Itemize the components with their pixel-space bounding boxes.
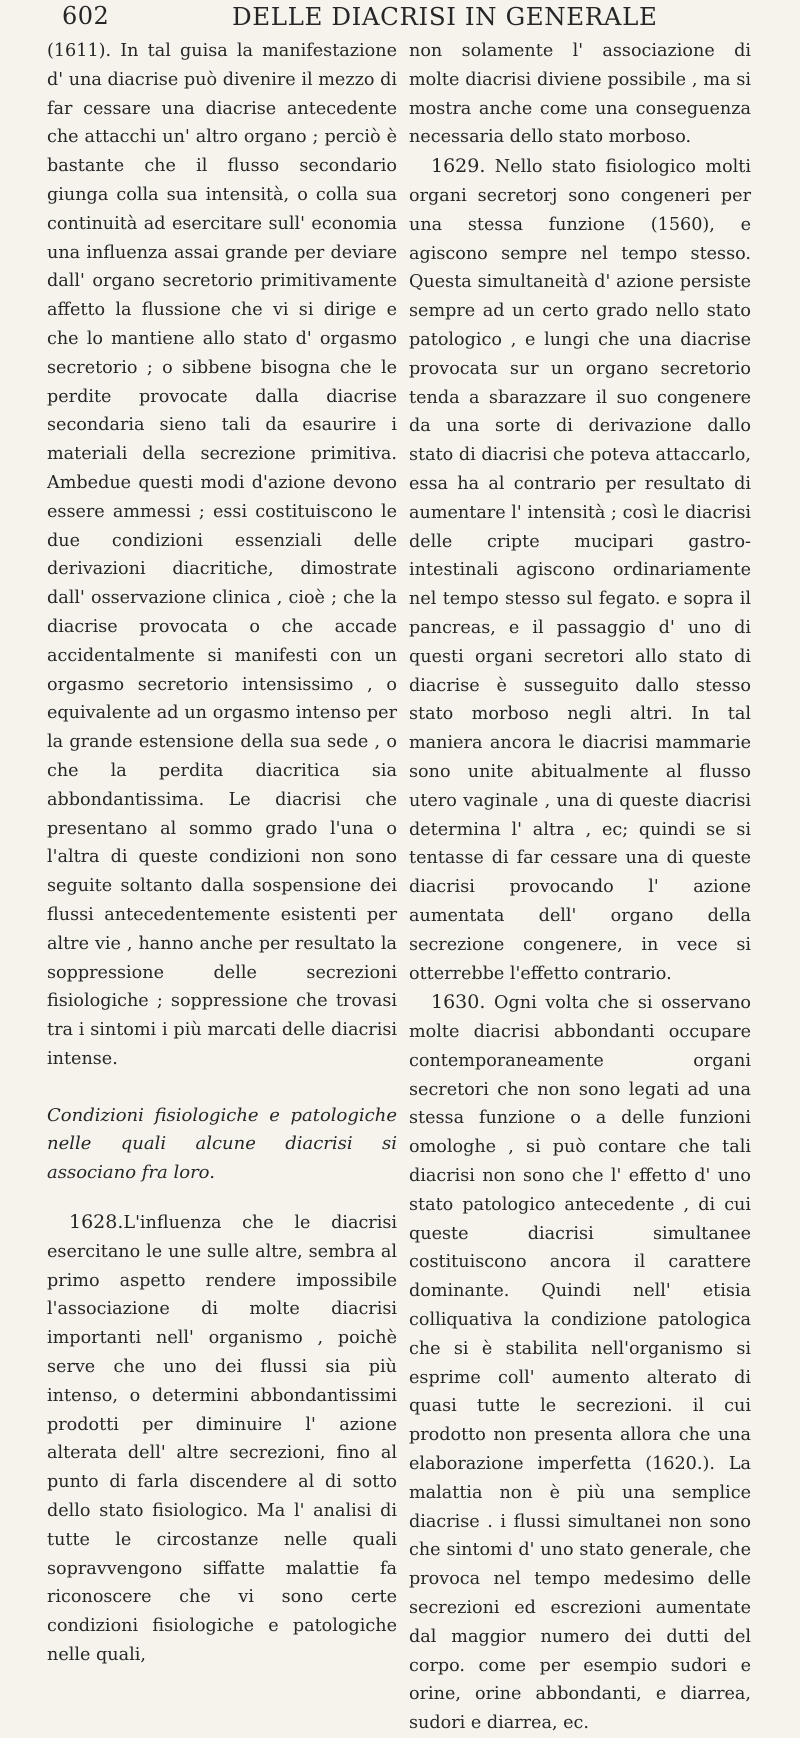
- paragraph-number: 1629.: [431, 155, 486, 178]
- paragraph-1629: [409, 152, 751, 988]
- paragraph-text: Ogni volta che si osservano molte diacrisi abbondanti occupare contemporaneamente organi secretori che non sono legati ad una stessa funzione o a delle funzioni omologhe , si può contare che tali diacrisi non sono che l' effetto d' uno stato patologico antecedente , di cui queste diacrisi simultanee costituiscono ancora il carattere dominante. Quindi nell' etisia colliquativa la condizione patologica che si è stabilita nell'organismo si esprime coll' aumento alterato di quasi tutte le secrezioni. il cui prodotto non presenta allora che una elaborazione imperfetta (1620.). La malattia non è più una semplice diacrise . i flussi simultanei non sono che sintomi d' uno stato generale, che provoca nel tempo medesimo delle secrezioni ed escrezioni aumentate dal maggior numero dei dutti del corpo. come per esempio sudori e orine, orine abbondanti, e diarrea, sudori e diarrea, ec.: [409, 993, 752, 1734]
- paragraph-1630: [409, 988, 751, 1738]
- right-column: [409, 37, 751, 1738]
- paragraph-1628: [47, 1208, 397, 1670]
- running-title: DELLE DIACRISI IN GENERALE: [232, 2, 658, 31]
- paragraph-text: Nello stato fisiologico molti organi secretorj sono congeneri per una stessa funzione (1560), e agiscono sempre nel tempo stesso. Questa simultaneità d' azione persiste sempre ad un certo grado nello stato patologico , e lungi che una diacrise provocata sur un organo secretorio tenda a sbarazzare il suo congenere da una sorte di derivazione dallo stato di diacrisi che poteva attaccarlo, essa ha al contrario per resultato di aumentare l' intensità ; così le diacrisi delle cripte mucipari gastro-intestinali agiscono ordinariamente nel tempo stesso sul fegato. e sopra il pancreas, e il passaggio d' uno di questi organi secretori allo stato di diacrise è susseguito dallo stesso stato morboso negli altri. In tal maniera ancora le diacrisi mammarie sono unite abitualmente al flusso utero vaginale , una di queste diacrisi determina l' altra , ec; quindi se si tentasse di far cessare una di queste diacrisi provocando l' azione aumentata dell' organo della secrezione congenere, in vece si otterrebbe l'effetto contrario.: [409, 157, 751, 984]
- paragraph-number: 1628.: [69, 1211, 124, 1234]
- section-heading: Condizioni fisiologiche e patologiche nelle quali alcune diacrisi si associano fra loro.: [47, 1104, 397, 1184]
- page-number: 602: [62, 2, 110, 30]
- paragraph-continuation: (1611). In tal guisa la manifestazione d' una diacrise può divenire il mezzo di far cessare una diacrise antecedente che attacchi un' altro organo ; perciò è bastante che il flusso secondario giunga colla sua intensità, o colla sua continuità ad esercitare sull' economia una influenza assai grande per deviare dall' organo secretorio primitivamente affetto la flussione che vi si dirige e che lo mantiene allo stato d' orgasmo secretorio ; o sibbene bisogna che le perdite provocate dalla diacrise secondaria sieno tali da esaurire i materiali della secrezione primitiva. Ambedue questi modi d'azione devono essere ammessi ; essi costituiscono le due condizioni essenziali delle derivazioni diacritiche, dimostrate dall' osservazione clinica , cioè ; che la diacrise provocata o che accade accidentalmente si manifesti con un orgasmo secretorio intensissimo , o equivalente ad un orgasmo intenso per la grande estensione della sua sede , o che la perdita diacritica sia abbondantissima. Le diacrisi che presentano al sommo grado l'una o l'altra di queste condizioni non sono seguite soltanto dalla sospensione dei flussi antecedentemente esistenti per altre vie , hanno anche per resultato la soppressione delle secrezioni fisiologiche ; soppressione che trovasi tra i sintomi i più marcati delle diacrisi intense.: [47, 41, 397, 1069]
- paragraph-text: L'influenza che le diacrisi esercitano le une sulle altre, sembra al primo aspetto rendere impossibile l'associazione di molte diacrisi importanti nell' organismo , poichè serve che uno dei flussi sia più intenso, o determini abbondantissimi prodotti per diminuire l' azione alterata dell' altre secrezioni, fino al punto di farla discendere al di sotto dello stato fisiologico. Ma l' analisi di tutte le circostanze nelle quali sopravvengono siffatte malattie fa riconoscere che vi sono certe condizioni fisiologiche e patologiche nelle quali,: [47, 1213, 397, 1666]
- paragraph-continuation: non solamente l' associazione di molte diacrisi diviene possibile , ma si mostra anche come una conseguenza necessaria dello stato morboso.: [409, 41, 751, 148]
- left-column: [47, 37, 397, 1670]
- page-header: [0, 2, 800, 42]
- paragraph-number: 1630.: [431, 991, 486, 1014]
